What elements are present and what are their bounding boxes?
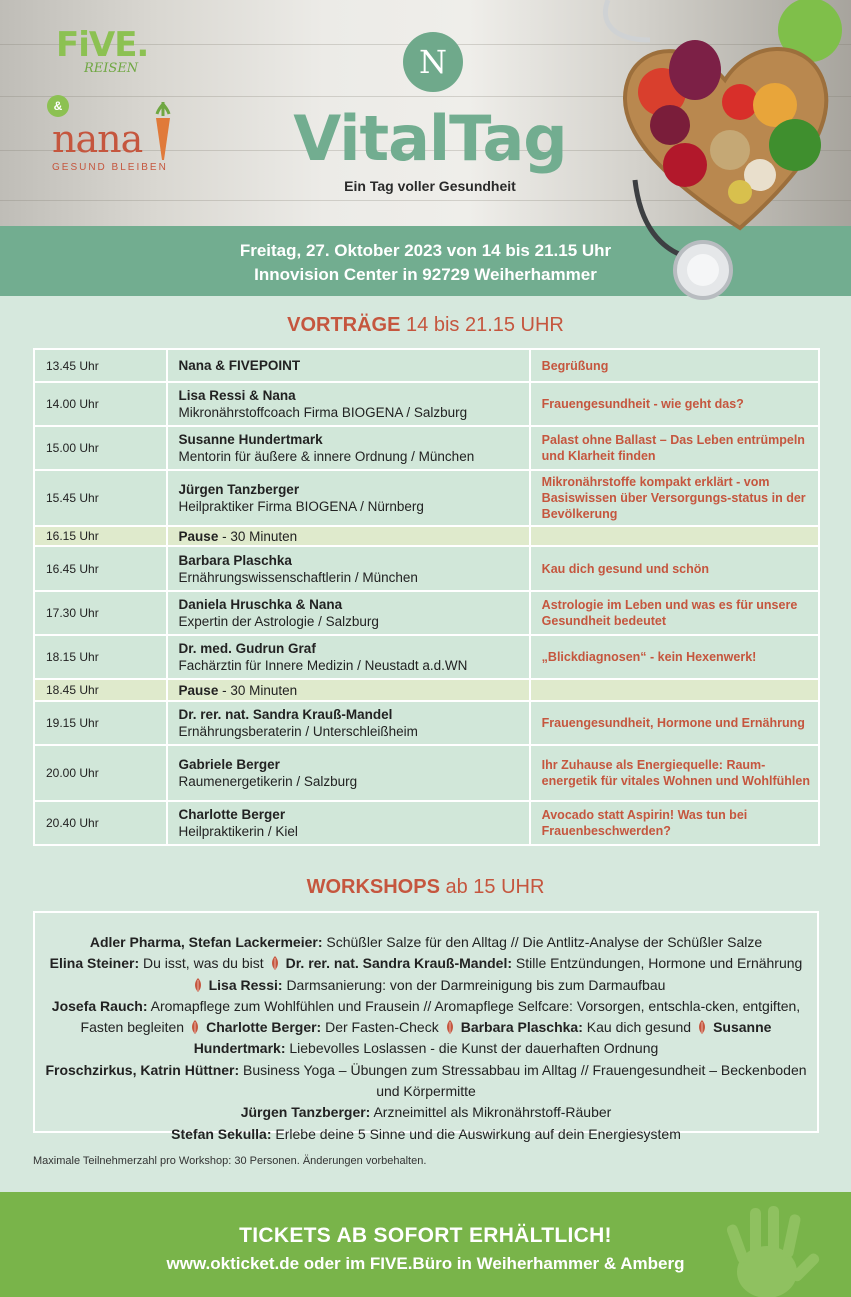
- lecture-row: [34, 801, 819, 845]
- lecture-topic: Ihr Zuhause als Energiequelle: Raum-energetik für vitales Wohnen und Wohlfühlen: [530, 745, 819, 801]
- workshop-speaker: Charlotte Berger:: [206, 1019, 322, 1036]
- lecture-speaker: [167, 679, 530, 701]
- lecture-row: [34, 349, 819, 382]
- nuts-shape: [710, 130, 750, 170]
- lecture-row: [34, 426, 819, 470]
- pause-row: [34, 526, 819, 546]
- broccoli-shape: [769, 119, 821, 171]
- ampersand-badge: &: [47, 95, 69, 117]
- nana-logo[interactable]: [52, 118, 168, 173]
- speaker-role: Ernährungsberaterin / Unterschleißheim: [178, 724, 418, 739]
- workshop-topic: Du isst, was du bist: [143, 955, 264, 972]
- lecture-row: [34, 382, 819, 426]
- lecture-schedule-table: [33, 348, 820, 846]
- onion-shape: [669, 40, 721, 100]
- lecture-time: 16.15 Uhr: [34, 526, 167, 546]
- lecture-topic: Begrüßung: [530, 349, 819, 382]
- tickets-headline: TICKETS AB SOFORT ERHÄLTLICH!: [239, 1224, 612, 1247]
- event-date: Freitag, 27. Oktober 2023 von 14 bis 21.15 Uhr: [239, 241, 612, 260]
- speaker-role: Heilpraktiker Firma BIOGENA / Nürnberg: [178, 499, 424, 514]
- lecture-topic: Frauengesundheit - wie geht das?: [530, 382, 819, 426]
- event-title: VitalTag: [293, 102, 567, 175]
- lecture-time: 19.15 Uhr: [34, 701, 167, 745]
- workshop-topic: Business Yoga – Übungen zum Stressabbau im Alltag // Frauengesundheit – Beckenboden und Körpermitte: [243, 1061, 807, 1100]
- speaker-name: Lisa Ressi & Nana: [178, 388, 296, 403]
- speaker-name: Charlotte Berger: [178, 807, 286, 822]
- speaker-name: Daniela Hruschka & Nana: [178, 597, 343, 612]
- leaf-icon: [270, 955, 280, 969]
- workshops-box: [33, 911, 819, 1142]
- lecture-topic: Astrologie im Leben und was es für unsere Gesundheit bedeutet: [530, 591, 819, 635]
- workshop-topic: Der Fasten-Check: [325, 1019, 439, 1036]
- workshop-speaker: Josefa Rauch:: [51, 997, 148, 1014]
- nana-logo-text: nana: [52, 117, 143, 161]
- lecture-time: 14.00 Uhr: [34, 382, 167, 426]
- lecture-time: 15.45 Uhr: [34, 470, 167, 526]
- event-subtitle: Ein Tag voller Gesundheit: [344, 178, 516, 194]
- cranberry-shape: [663, 143, 707, 187]
- speaker-name: Jürgen Tanzberger: [178, 482, 300, 497]
- lecture-time: 13.45 Uhr: [34, 349, 167, 382]
- tomato-shape: [722, 84, 758, 120]
- workshop-speaker: Elina Steiner:: [49, 955, 140, 972]
- workshop-speaker: Lisa Ressi:: [208, 976, 283, 993]
- lecture-speaker: [167, 382, 530, 426]
- speaker-role: Mentorin für äußere & innere Ordnung / München: [178, 449, 475, 464]
- lecture-time: 20.40 Uhr: [34, 801, 167, 845]
- leaf-icon: [190, 1019, 200, 1033]
- lectures-heading: [0, 314, 851, 337]
- tickets-info-link[interactable]: www.okticket.de oder im FIVE.Büro in Weiherhammer & Amberg: [166, 1254, 685, 1273]
- workshop-topic: Schüßler Salze für den Alltag // Die Antlitz-Analyse der Schüßler Salze: [326, 934, 763, 950]
- speaker-role: Expertin der Astrologie / Salzburg: [178, 614, 379, 629]
- speaker-name: Nana & FIVEPOINT: [178, 358, 301, 373]
- speaker-role: Mikronährstoffcoach Firma BIOGENA / Salzburg: [178, 405, 468, 420]
- lecture-speaker: [167, 426, 530, 470]
- lecture-topic: Mikronährstoffe kompakt erklärt - vom Basiswissen über Versorgungs-status in der Bevölkerung: [530, 470, 819, 526]
- lecture-speaker: [167, 591, 530, 635]
- speaker-name: Susanne Hundertmark: [178, 432, 323, 447]
- lecture-speaker: [167, 701, 530, 745]
- stethoscope-icon: [605, 0, 650, 40]
- lecture-speaker: [167, 745, 530, 801]
- nana-logo-subtext: GESUND BLEIBEN: [52, 162, 168, 173]
- workshops-heading-bold: WORKSHOPS: [306, 876, 440, 898]
- lecture-speaker: [167, 546, 530, 591]
- lecture-row: [34, 591, 819, 635]
- lecture-speaker: [167, 349, 530, 382]
- lecture-topic: Palast ohne Ballast – Das Leben entrümpeln und Klarheit finden: [530, 426, 819, 470]
- workshop-topic: Liebevolles Loslassen - die Kunst der dauerhaften Ordnung: [289, 1040, 659, 1057]
- lecture-speaker: [167, 801, 530, 845]
- workshop-topic: Kau dich gesund: [586, 1019, 692, 1036]
- lecture-row: [34, 745, 819, 801]
- lecture-topic: Kau dich gesund und schön: [530, 546, 819, 591]
- pause-duration: - 30 Minuten: [222, 528, 298, 544]
- lecture-topic: [530, 526, 819, 546]
- lectures-heading-bold: VORTRÄGE: [287, 314, 401, 336]
- workshop-speaker: Jürgen Tanzberger:: [240, 1104, 371, 1121]
- workshop-topic: Arzneimittel als Mikronährstoff-Räuber: [373, 1104, 612, 1121]
- lecture-topic: Avocado statt Aspirin! Was tun bei Frauenbeschwerden?: [530, 801, 819, 845]
- workshops-disclaimer: Maximale Teilnehmerzahl pro Workshop: 30 Personen. Änderungen vorbehalten.: [33, 1155, 427, 1167]
- carrot-icon: [152, 100, 174, 162]
- workshop-speaker: Barbara Plaschka:: [460, 1019, 583, 1036]
- lecture-time: 17.30 Uhr: [34, 591, 167, 635]
- lecture-time: 15.00 Uhr: [34, 426, 167, 470]
- workshop-topic: Erlebe deine 5 Sinne und die Auswirkung auf dein Energiesystem: [275, 1125, 681, 1142]
- lecture-time: 18.45 Uhr: [34, 679, 167, 701]
- five-reisen-logo[interactable]: [56, 25, 149, 76]
- leaf-icon: [193, 977, 203, 991]
- lecture-row: [34, 635, 819, 679]
- speaker-role: Fachärztin für Innere Medizin / Neustadt a.d.WN: [178, 658, 468, 673]
- workshop-speaker: Adler Pharma, Stefan Lackermeier:: [89, 934, 323, 950]
- leaf-icon: [445, 1019, 455, 1033]
- workshop-speaker: Susanne Hundertmark:: [193, 1019, 772, 1057]
- lecture-topic: Frauengesundheit, Hormone und Ernährung: [530, 701, 819, 745]
- event-venue: Innovision Center in 92729 Weiherhammer: [254, 265, 597, 284]
- workshop-speaker: Froschzirkus, Katrin Hüttner:: [45, 1061, 240, 1078]
- speaker-name: Pause: [178, 682, 219, 698]
- lecture-topic: [530, 679, 819, 701]
- workshop-topic: Darmsanierung: von der Darmreinigung bis zum Darmaufbau: [286, 976, 666, 993]
- lecture-time: 16.45 Uhr: [34, 546, 167, 591]
- pause-row: [34, 679, 819, 701]
- lecture-topic: „Blickdiagnosen“ - kein Hexenwerk!: [530, 635, 819, 679]
- speaker-role: Raumenergetikerin / Salzburg: [178, 774, 358, 789]
- workshop-speaker: Dr. rer. nat. Sandra Krauß-Mandel:: [285, 955, 513, 972]
- speaker-name: Dr. rer. nat. Sandra Krauß-Mandel: [178, 707, 393, 722]
- workshops-heading-rest: ab 15 UHR: [445, 876, 545, 898]
- workshop-topic: Aromapflege zum Wohlfühlen und Frausein // Aromapflege Selfcare: Vorsorgen, entschla-cken, entgiften, Fasten begleiten: [80, 997, 801, 1036]
- speaker-name: Barbara Plaschka: [178, 552, 292, 568]
- grain-shape: [728, 180, 752, 204]
- n-logo-icon: N: [403, 32, 463, 92]
- lecture-time: 20.00 Uhr: [34, 745, 167, 801]
- leaf-icon: [697, 1019, 707, 1033]
- five-logo-text: FiVE.: [56, 25, 149, 65]
- workshops-heading: [0, 876, 851, 899]
- workshop-speaker: Stefan Sekulla:: [171, 1125, 272, 1142]
- speaker-role: Ernährungswissenschaftlerin / München: [178, 569, 418, 585]
- beetroot-shape: [650, 105, 690, 145]
- hand-print-icon: [712, 1202, 822, 1297]
- lecture-time: 18.15 Uhr: [34, 635, 167, 679]
- lecture-speaker: [167, 635, 530, 679]
- lecture-speaker: [167, 526, 530, 546]
- footer-banner: [0, 1192, 851, 1297]
- speaker-name: Gabriele Berger: [178, 757, 280, 772]
- speaker-name: Pause: [178, 528, 219, 544]
- lecture-row: [34, 701, 819, 745]
- lecture-row: [34, 470, 819, 526]
- speaker-name: Dr. med. Gudrun Graf: [178, 641, 316, 656]
- veggie-heart-illustration: [590, 0, 851, 300]
- speaker-role: Heilpraktikerin / Kiel: [178, 824, 298, 839]
- lecture-row: [34, 546, 819, 591]
- lectures-heading-rest: 14 bis 21.15 UHR: [406, 314, 564, 336]
- five-logo-subtext: REISEN: [84, 61, 139, 76]
- pause-duration: - 30 Minuten: [222, 682, 298, 698]
- lecture-speaker: [167, 470, 530, 526]
- workshop-topic: Stille Entzündungen, Hormone und Ernährung: [515, 955, 803, 972]
